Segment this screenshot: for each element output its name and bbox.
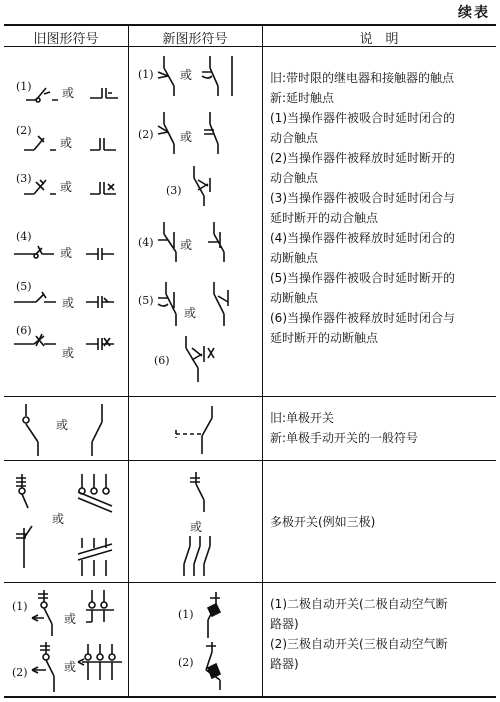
- old-auto-switch-symbol-1: [30, 588, 126, 638]
- or-word: 或: [180, 130, 193, 144]
- or-word: 或: [52, 512, 65, 526]
- new-label-1: (1): [138, 68, 154, 81]
- new-label-3: (3): [166, 184, 182, 197]
- old-time-delay-symbol-1: [26, 80, 126, 106]
- or-word: 或: [62, 346, 75, 360]
- new-time-delay-symbol-3: [184, 164, 224, 208]
- or-word: 或: [60, 246, 73, 260]
- or-word: 或: [56, 418, 69, 432]
- description-time-delay: [270, 68, 494, 348]
- new-auto-switch-symbol-2: [198, 640, 238, 692]
- new-label-2: (2): [138, 128, 154, 141]
- new-time-delay-symbol-5: [154, 280, 244, 328]
- col-divider-2: [262, 24, 263, 698]
- desc-line: 动合触点: [270, 131, 319, 145]
- description-multi-pole: [270, 512, 494, 532]
- desc-line: (3)当操作器件被吸合时延时闭合与: [270, 191, 455, 205]
- desc-line: 延时断开的动断触点: [270, 331, 379, 345]
- page-title: 续表: [458, 5, 490, 21]
- old-label-6: (6): [16, 324, 32, 337]
- desc-line: 延时断开的动合触点: [270, 211, 379, 225]
- new-auto-switch-symbol-1: [198, 590, 238, 640]
- or-word: 或: [62, 296, 75, 310]
- new-time-delay-symbol-1: [152, 54, 242, 98]
- description-auto-switch: [270, 594, 494, 674]
- desc-line: 新:延时触点: [270, 91, 335, 105]
- or-word: 或: [64, 612, 77, 626]
- description-single-pole: [270, 408, 494, 448]
- desc-line: 路器): [270, 657, 299, 671]
- desc-line: (5)当操作器件被吸合时延时断开的: [270, 271, 455, 285]
- header-old-symbol: 旧图形符号: [33, 32, 99, 47]
- old-label-1: (1): [16, 80, 32, 93]
- row-divider-2: [4, 460, 496, 461]
- new-auto-label-1: (1): [178, 608, 194, 621]
- row-divider-1: [4, 396, 496, 397]
- desc-line: 旧:单极开关: [270, 411, 335, 425]
- desc-line: (4)当操作器件被释放时延时闭合的: [270, 231, 455, 245]
- desc-line: (1)当操作器件被吸合时延时闭合的: [270, 111, 455, 125]
- new-multi-pole-switch-symbol-2: [180, 534, 224, 578]
- new-time-delay-symbol-4: [154, 220, 244, 264]
- desc-line: (2)三极自动开关(三极自动空气断: [270, 637, 448, 651]
- table-top-border: [4, 24, 496, 26]
- new-label-5: (5): [138, 294, 154, 307]
- old-time-delay-symbol-3: [24, 174, 124, 200]
- desc-line: 动断触点: [270, 251, 319, 265]
- old-auto-switch-symbol-2: [30, 640, 126, 694]
- new-auto-label-2: (2): [178, 656, 194, 669]
- or-word: 或: [62, 86, 75, 100]
- old-multi-pole-switch-symbol: [12, 468, 126, 578]
- new-label-4: (4): [138, 236, 154, 249]
- symbol-table: [4, 24, 496, 698]
- or-word: 或: [190, 520, 203, 534]
- new-single-pole-switch-symbol: [172, 404, 232, 456]
- header-new-symbol: 新图形符号: [162, 32, 228, 47]
- old-label-5: (5): [16, 280, 32, 293]
- or-word: 或: [60, 136, 73, 150]
- old-label-2: (2): [16, 124, 32, 137]
- new-multi-pole-switch-symbol-1: [182, 470, 222, 514]
- or-word: 或: [184, 306, 197, 320]
- col-divider-1: [128, 24, 129, 698]
- new-time-delay-symbol-2: [152, 110, 242, 156]
- desc-line: (1)二极自动开关(二极自动空气断: [270, 597, 448, 611]
- new-time-delay-symbol-6: [176, 334, 226, 384]
- new-label-6: (6): [154, 354, 170, 367]
- or-word: 或: [60, 180, 73, 194]
- desc-line: 多极开关(例如三极): [270, 515, 376, 529]
- old-label-3: (3): [16, 172, 32, 185]
- old-auto-label-2: (2): [12, 666, 28, 679]
- old-label-4: (4): [16, 230, 32, 243]
- old-time-delay-symbol-2: [24, 130, 124, 156]
- desc-line: (6)当操作器件被释放时延时闭合与: [270, 311, 455, 325]
- or-word: 或: [64, 660, 77, 674]
- desc-line: 动断触点: [270, 291, 319, 305]
- desc-line: 旧:带时限的继电器和接触器的触点: [270, 71, 455, 85]
- desc-line: 动合触点: [270, 171, 319, 185]
- desc-line: (2)当操作器件被释放时延时断开的: [270, 151, 455, 165]
- or-word: 或: [180, 238, 193, 252]
- old-auto-label-1: (1): [12, 600, 28, 613]
- header-description: 说 明: [359, 32, 399, 47]
- desc-line: 路器): [270, 617, 299, 631]
- table-bottom-border: [4, 696, 496, 698]
- desc-line: 新:单极手动开关的一般符号: [270, 431, 419, 445]
- row-divider-3: [4, 582, 496, 583]
- or-word: 或: [180, 68, 193, 82]
